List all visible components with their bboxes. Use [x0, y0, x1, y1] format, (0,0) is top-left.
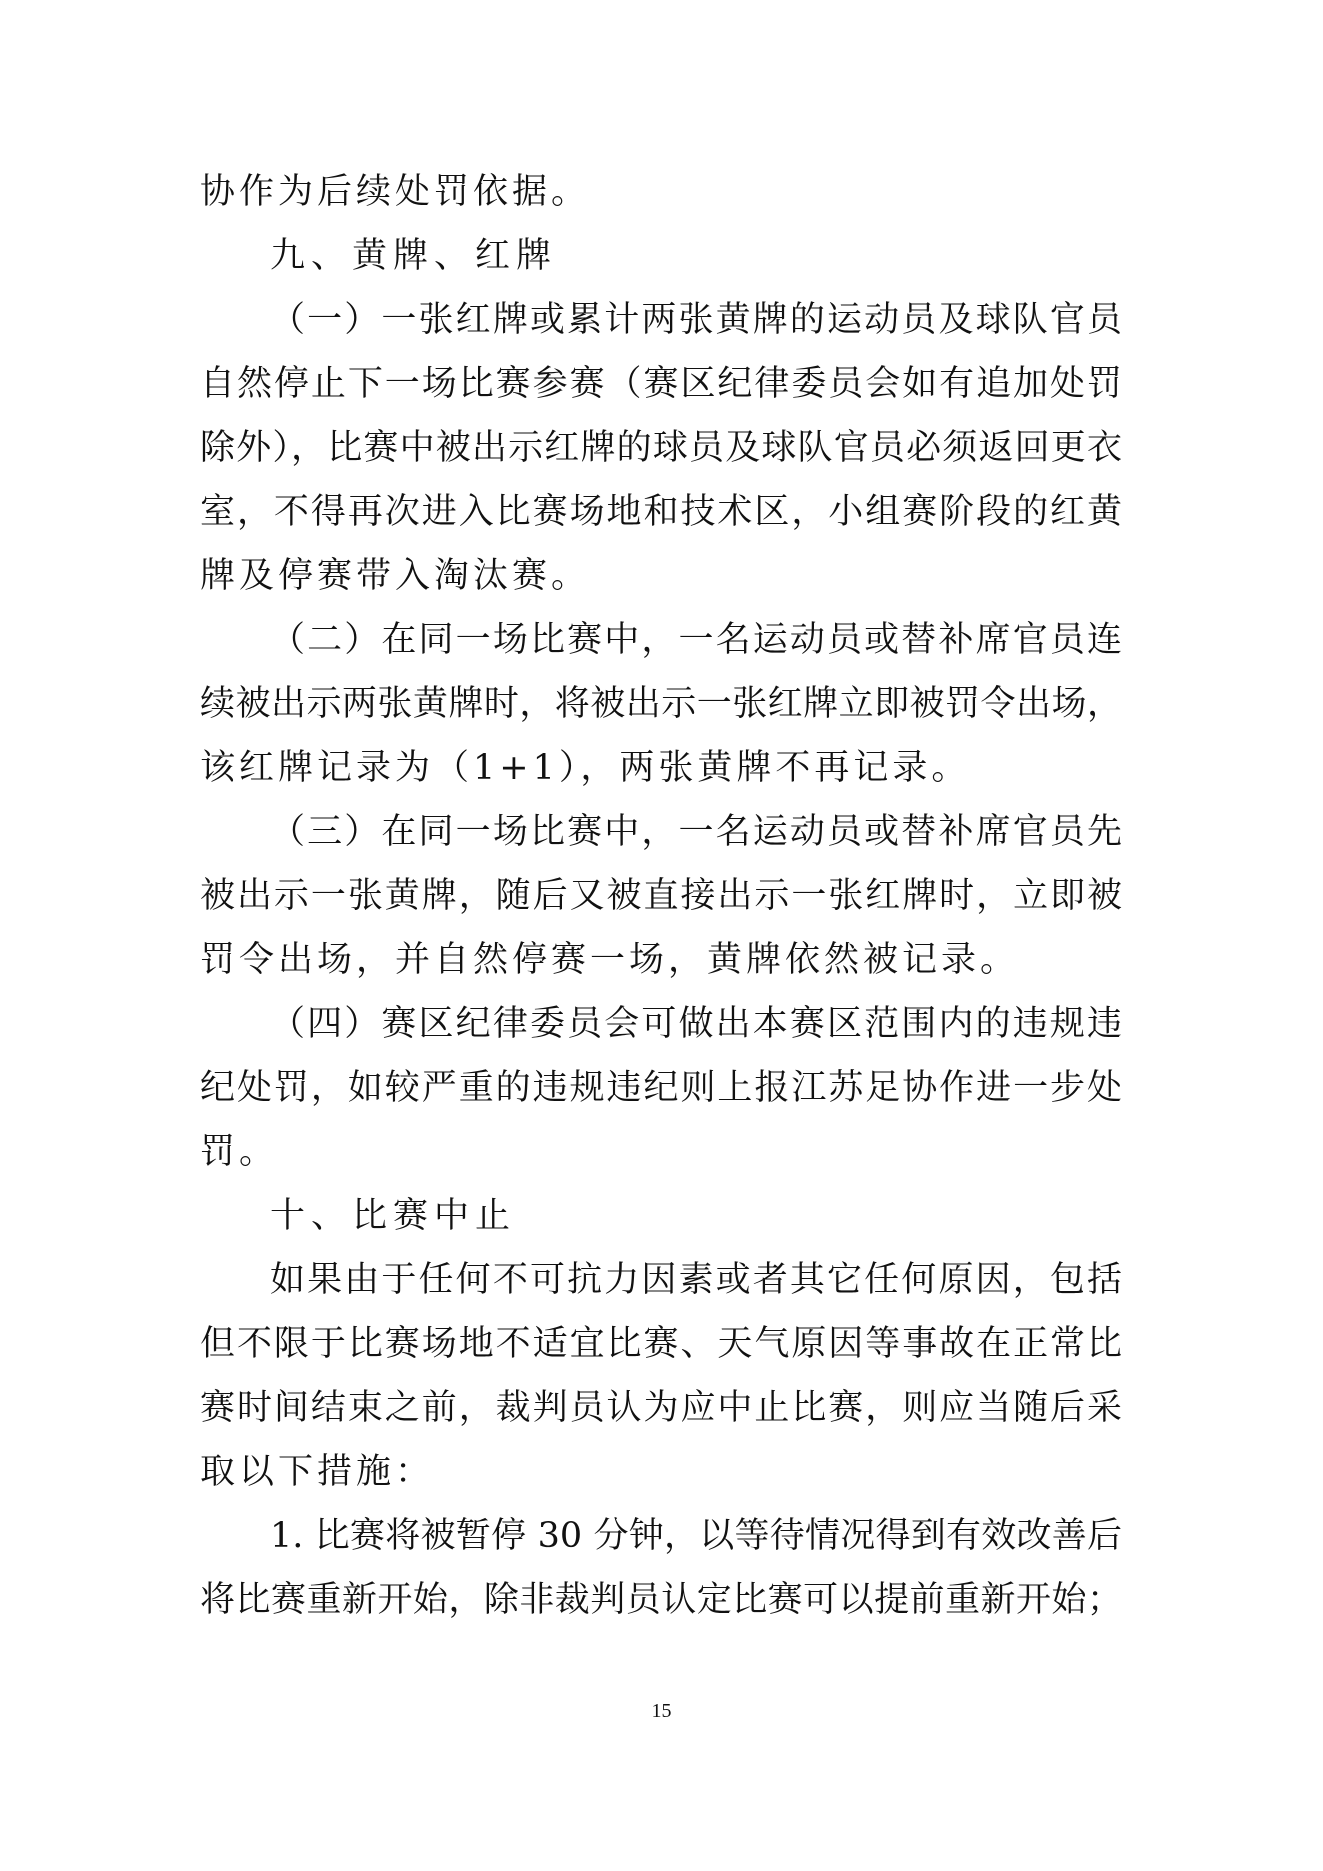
body-line: 该红牌记录为（1+1），两张黄牌不再记录。 [200, 748, 971, 788]
document-body [200, 160, 1122, 1632]
body-line: （二）在同一场比赛中，一名运动员或替补席官员连 [270, 620, 1122, 660]
body-line: 将比赛重新开始，除非裁判员认定比赛可以提前重新开始； [200, 1580, 1122, 1620]
body-line: 自然停止下一场比赛参赛（赛区纪律委员会如有追加处罚 [200, 364, 1122, 404]
body-line: 协作为后续处罚依据。 [200, 172, 591, 212]
body-line: 赛时间结束之前，裁判员认为应中止比赛，则应当随后采 [200, 1388, 1122, 1428]
body-line: 续被出示两张黄牌时，将被出示一张红牌立即被罚令出场， [200, 684, 1122, 724]
body-line: 罚令出场，并自然停赛一场，黄牌依然被记录。 [200, 940, 1020, 980]
body-line: 除外），比赛中被出示红牌的球员及球队官员必须返回更衣 [200, 428, 1122, 468]
body-line: 取以下措施： [200, 1452, 435, 1492]
body-line: 纪处罚，如较严重的违规违纪则上报江苏足协作进一步处 [200, 1068, 1122, 1108]
body-line: （三）在同一场比赛中，一名运动员或替补席官员先 [270, 812, 1122, 852]
body-line: （四）赛区纪律委员会可做出本赛区范围内的违规违 [270, 1004, 1122, 1044]
body-line: 室，不得再次进入比赛场地和技术区，小组赛阶段的红黄 [200, 492, 1122, 532]
body-line: 1. 比赛将被暂停 30 分钟，以等待情况得到有效改善后 [270, 1516, 1122, 1556]
body-line: 牌及停赛带入淘汰赛。 [200, 556, 591, 596]
section-heading-suspension: 十、比赛中止 [270, 1196, 517, 1236]
body-line: 但不限于比赛场地不适宜比赛、天气原因等事故在正常比 [200, 1324, 1122, 1364]
body-line: 被出示一张黄牌，随后又被直接出示一张红牌时，立即被 [200, 876, 1122, 916]
body-line: （一）一张红牌或累计两张黄牌的运动员及球队官员 [270, 300, 1122, 340]
page-number: 15 [651, 1700, 672, 1722]
body-line: 罚。 [200, 1132, 279, 1172]
body-line: 如果由于任何不可抗力因素或者其它任何原因，包括 [270, 1260, 1122, 1300]
section-heading-cards: 九、黄牌、红牌 [270, 236, 558, 276]
